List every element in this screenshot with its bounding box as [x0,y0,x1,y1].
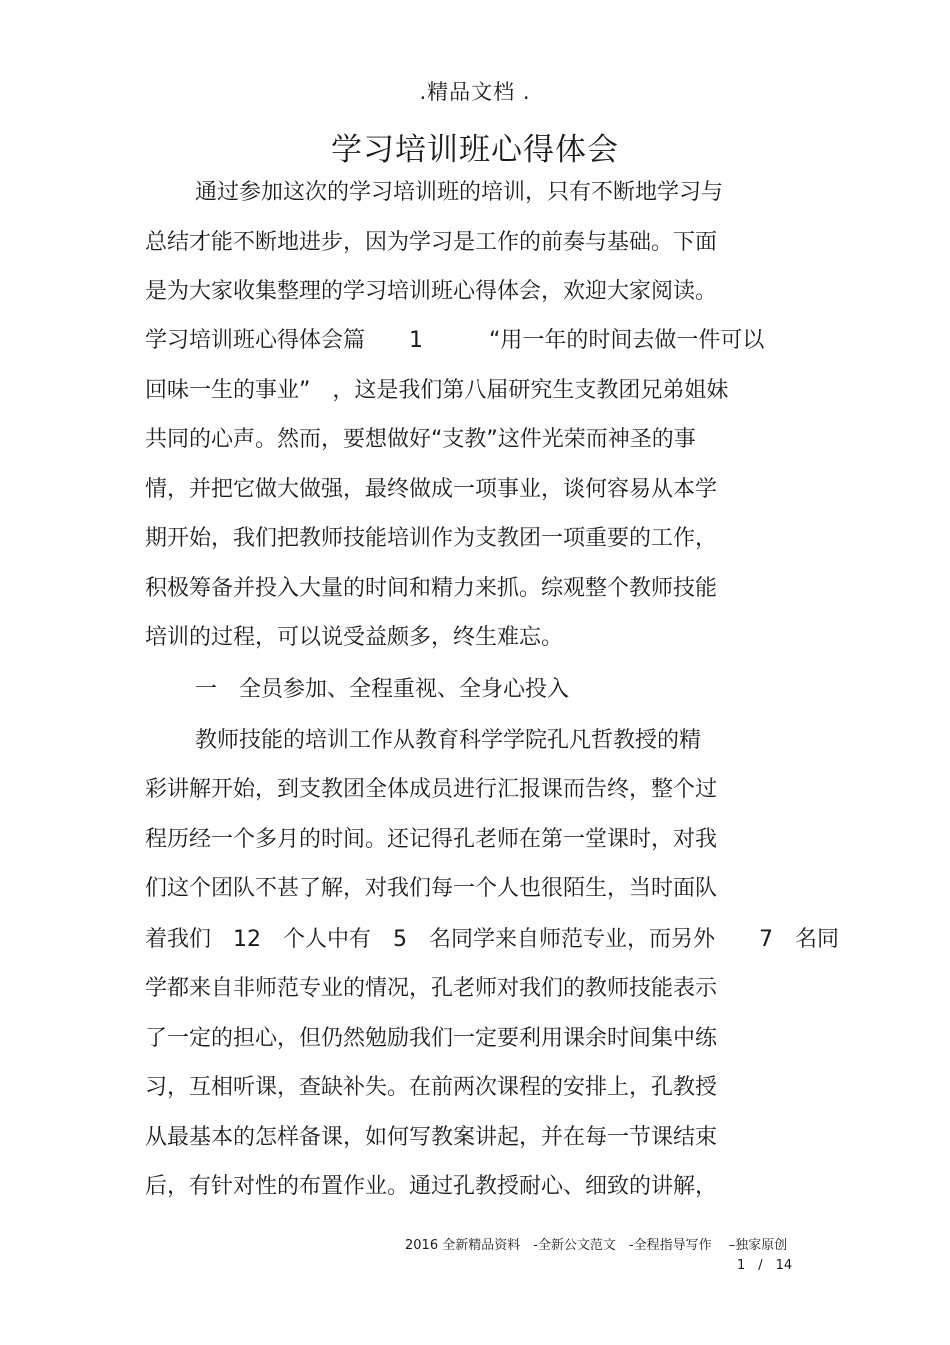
body-line: 期开始，我们把教师技能培训作为支教团一项重要的工作， [145,526,718,551]
body-line: 通过参加这次的学习培训班的培训，只有不断地学习与 [195,180,724,205]
body-line: 彩讲解开始，到支教团全体成员进行汇报课而告终，整个过 [145,777,718,802]
body-line: 了一定的担心，但仍然勉励我们一定要利用课余时间集中练 [145,1026,718,1051]
body-line: 着我们 12 个人中有 5 名同学来自师范专业，而另外 7 名同 [145,927,839,952]
body-line: 们这个团队不甚了解，对我们每一个人也很陌生，当时面队 [145,876,718,901]
body-line: 总结才能不断地进步，因为学习是工作的前奏与基础。下面 [145,230,718,255]
body-line: 从最基本的怎样备课，如何写教案讲起，并在每一节课结束 [145,1125,718,1150]
body-line: 教师技能的培训工作从教育科学学院孔凡哲教授的精 [195,728,702,753]
body-line: 培训的过程，可以说受益颇多，终生难忘。 [145,625,564,650]
body-line: 是为大家收集整理的学习培训班心得体会，欢迎大家阅读。 [145,279,718,304]
body-line: 情，并把它做大做强，最终做成一项事业，谈何容易从本学 [145,477,718,502]
document-title: 学习培训班心得体会 [331,132,619,168]
body-line: 程历经一个多月的时间。还记得孔老师在第一堂课时，对我 [145,827,718,852]
body-line: 后，有针对性的布置作业。通过孔教授耐心、细致的讲解， [145,1174,718,1199]
body-line: 习，互相听课，查缺补失。在前两次课程的安排上，孔教授 [145,1075,718,1100]
footer-note: 2016 全新精品资料 -全新公文范文 -全程指导写作 –独家原创 [405,1238,788,1253]
section-heading: 一 全员参加、全程重视、全身心投入 [195,677,570,702]
page-header: .精品文档 . [419,80,531,104]
body-line: 学习培训班心得体会篇 1 “用一年的时间去做一件可以 [145,328,765,353]
page-number: 1 / 14 [737,1258,793,1273]
body-line: 积极筹备并投入大量的时间和精力来抓。综观整个教师技能 [145,576,718,601]
body-line: 学都来自非师范专业的情况，孔老师对我们的教师技能表示 [145,976,718,1001]
body-line: 共同的心声。然而，要想做好“支教”这件光荣而神圣的事 [145,427,696,452]
body-line: 回味一生的事业” ，这是我们第八届研究生支教团兄弟姐妹 [145,378,729,403]
